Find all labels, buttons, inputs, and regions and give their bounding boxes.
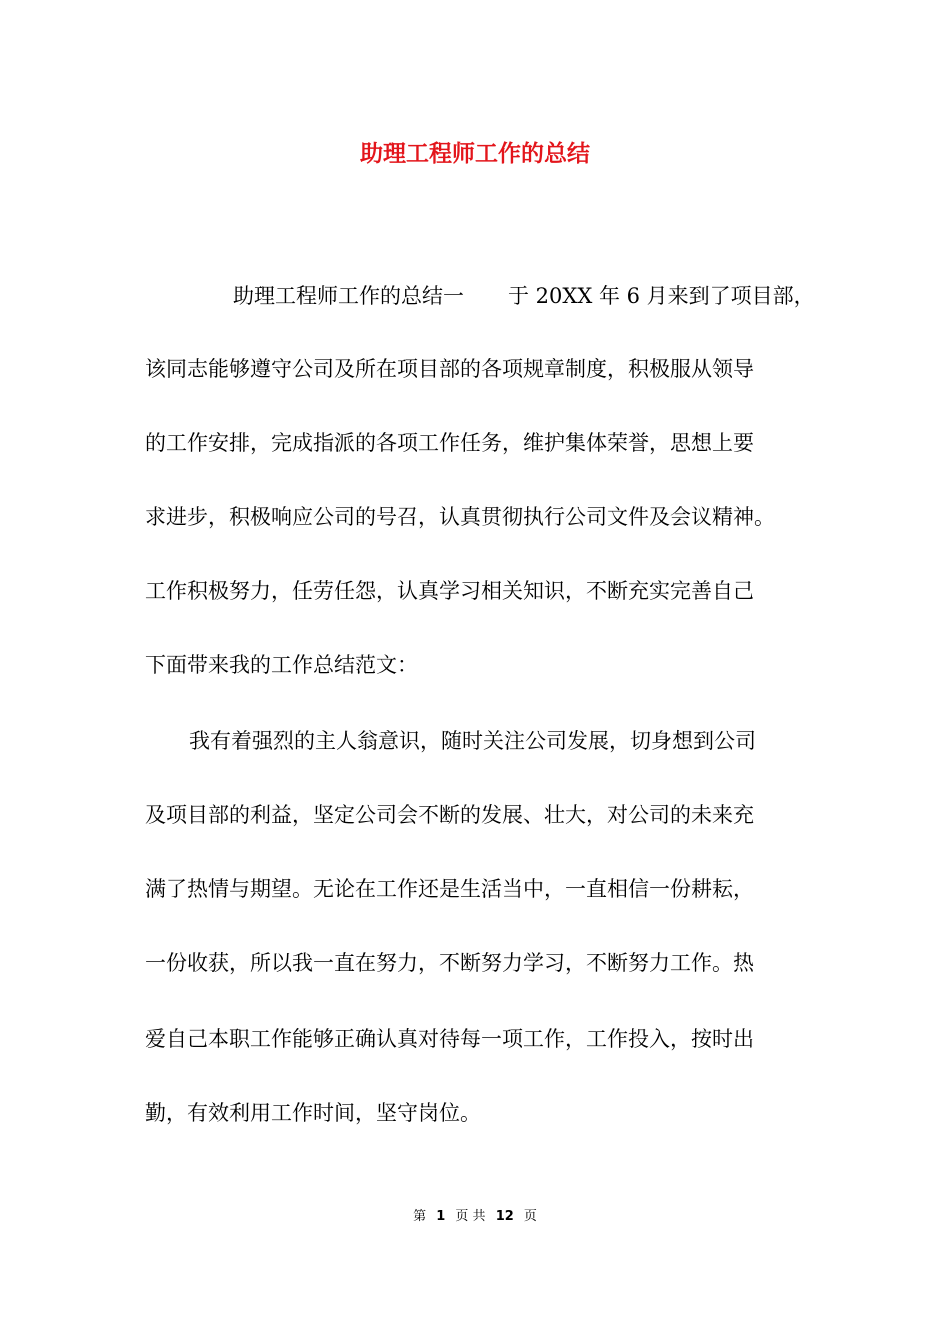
text-line: 下面带来我的工作总结范文：: [145, 653, 418, 677]
text-line: 的工作安排，完成指派的各项工作任务，维护集体荣誉，思想上要: [145, 431, 754, 455]
current-page-number: 1: [436, 1209, 446, 1224]
text-line: 工作积极努力，任劳任怨，认真学习相关知识，不断充实完善自己: [145, 579, 754, 603]
text-line: [145, 281, 815, 311]
footer-prefix: 第: [413, 1209, 427, 1224]
document-title: 助理工程师工作的总结: [360, 141, 590, 167]
text-segment: 我有着强烈的主人翁意识，随时关注公司发展，切身想到公司: [189, 729, 756, 753]
page-footer: [0, 1208, 950, 1226]
footer-middle: 页 共: [455, 1209, 486, 1224]
text-line: 爱自己本职工作能够正确认真对待每一项工作，工作投入，按时出: [145, 1027, 754, 1051]
text-line: 求进步，积极响应公司的号召，认真贯彻执行公司文件及会议精神。: [145, 505, 775, 529]
footer-suffix: 页: [523, 1209, 537, 1224]
text-line: 勤，有效利用工作时间，坚守岗位。: [145, 1101, 481, 1125]
text-line: 及项目部的利益，坚定公司会不断的发展、壮大，对公司的未来充: [145, 803, 754, 827]
text-line: 该同志能够遵守公司及所在项目部的各项规章制度，积极服从领导: [145, 357, 754, 381]
text-line: [145, 726, 815, 756]
text-line: 满了热情与期望。无论在工作还是生活当中，一直相信一份耕耘，: [145, 877, 754, 901]
total-page-count: 12: [495, 1209, 514, 1224]
text-segment: 于 20XX 年 6 月来到了项目部，: [508, 284, 815, 308]
text-line: 一份收获，所以我一直在努力，不断努力学习，不断努力工作。热: [145, 951, 754, 975]
section-heading: 助理工程师工作的总结一: [233, 284, 464, 308]
